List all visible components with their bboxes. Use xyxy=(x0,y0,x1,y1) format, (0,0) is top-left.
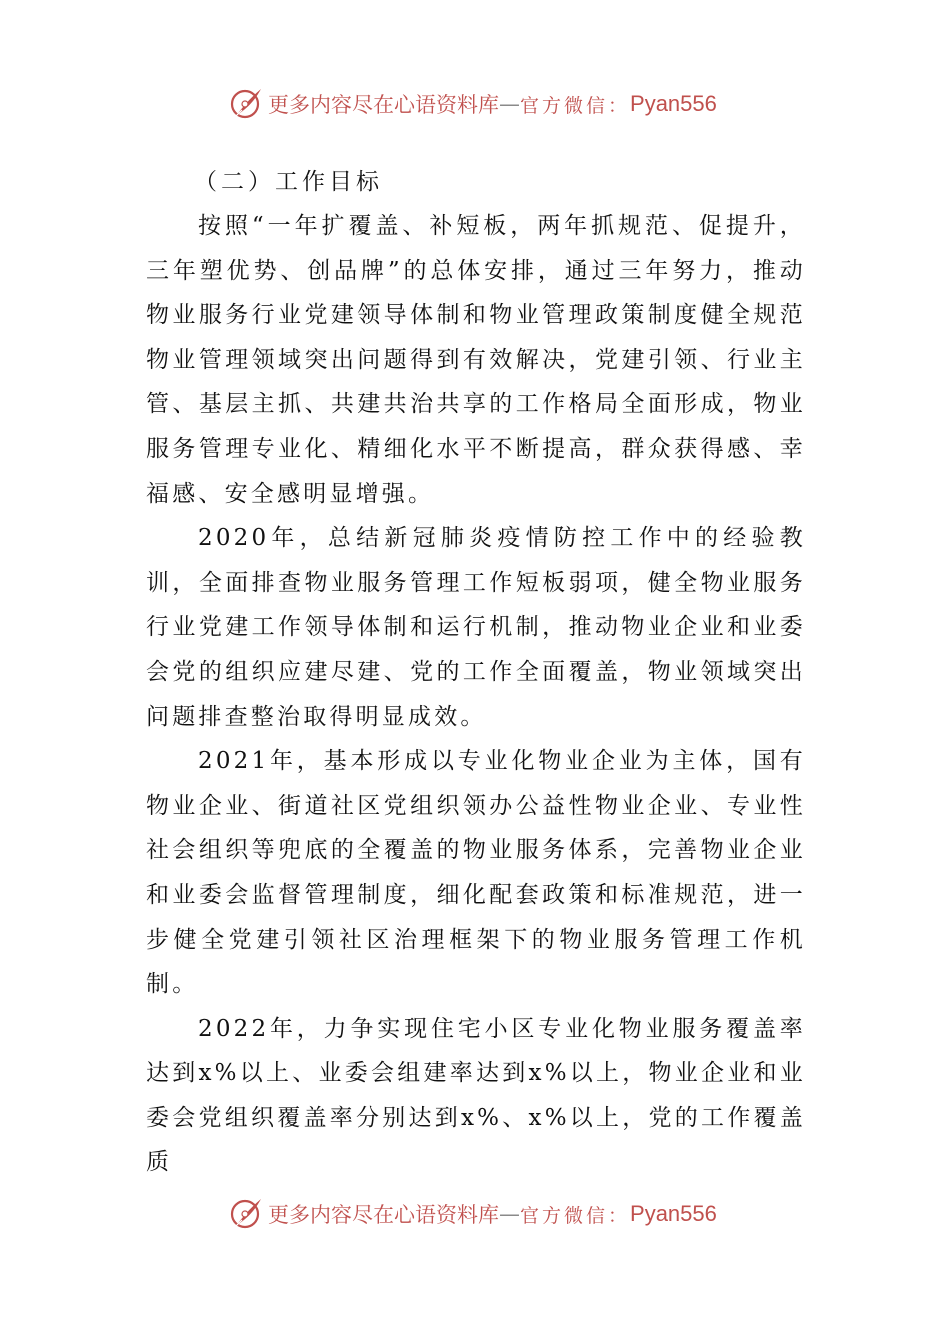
document-body xyxy=(146,160,806,1185)
banner-wechat-id: Pyan556 xyxy=(630,1201,717,1226)
quill-pen-circle-icon xyxy=(228,1196,264,1232)
banner-brand-text: 更多内容尽在心语资料库 xyxy=(268,93,499,117)
header-banner[interactable] xyxy=(228,84,748,124)
banner-dash: — xyxy=(499,1202,520,1226)
footer-banner[interactable] xyxy=(228,1194,748,1234)
banner-wechat-id: Pyan556 xyxy=(630,91,717,116)
section-heading: （二）工作目标 xyxy=(194,169,383,195)
paragraph-2020: 2020年，总结新冠肺炎疫情防控工作中的经验教训，全面排查物业服务管理工作短板弱项，健全物业服务行业党建工作领导体制和运行机制，推动物业企业和业委会党的组织应建尽建、党的工作全面覆盖，物业领域突出问题排查整治取得明显成效。 xyxy=(146,525,806,730)
paragraph-overall-goal: 按照“一年扩覆盖、补短板，两年抓规范、促提升，三年塑优势、创品牌”的总体安排，通过三年努力，推动物业服务行业党建领导体制和物业管理政策制度健全规范物业管理领域突出问题得到有效解决，党建引领、行业主管、基层主抓、共建共治共享的工作格局全面形成，物业服务管理专业化、精细化水平不断提高，群众获得感、幸福感、安全感明显增强。 xyxy=(146,213,806,507)
paragraph-2021: 2021年，基本形成以专业化物业企业为主体，国有物业企业、街道社区党组织领办公益性物业企业、专业性社会组织等兜底的全覆盖的物业服务体系，完善物业企业和业委会监督管理制度，细化配套政策和标准规范，进一步健全党建引领社区治理框架下的物业服务管理工作机制。 xyxy=(146,748,806,998)
banner-dash: — xyxy=(499,92,520,116)
banner-brand-text: 更多内容尽在心语资料库 xyxy=(268,1203,499,1227)
banner-wechat-label: 官方微信： xyxy=(520,94,631,117)
banner-wechat-label: 官方微信： xyxy=(520,1204,631,1227)
paragraph-2022: 2022年，力争实现住宅小区专业化物业服务覆盖率达到x%以上、业委会组建率达到x%以上，物业企业和业委会党组织覆盖率分别达到x%、x%以上，党的工作覆盖质 xyxy=(146,1015,806,1176)
quill-pen-circle-icon xyxy=(228,86,264,122)
